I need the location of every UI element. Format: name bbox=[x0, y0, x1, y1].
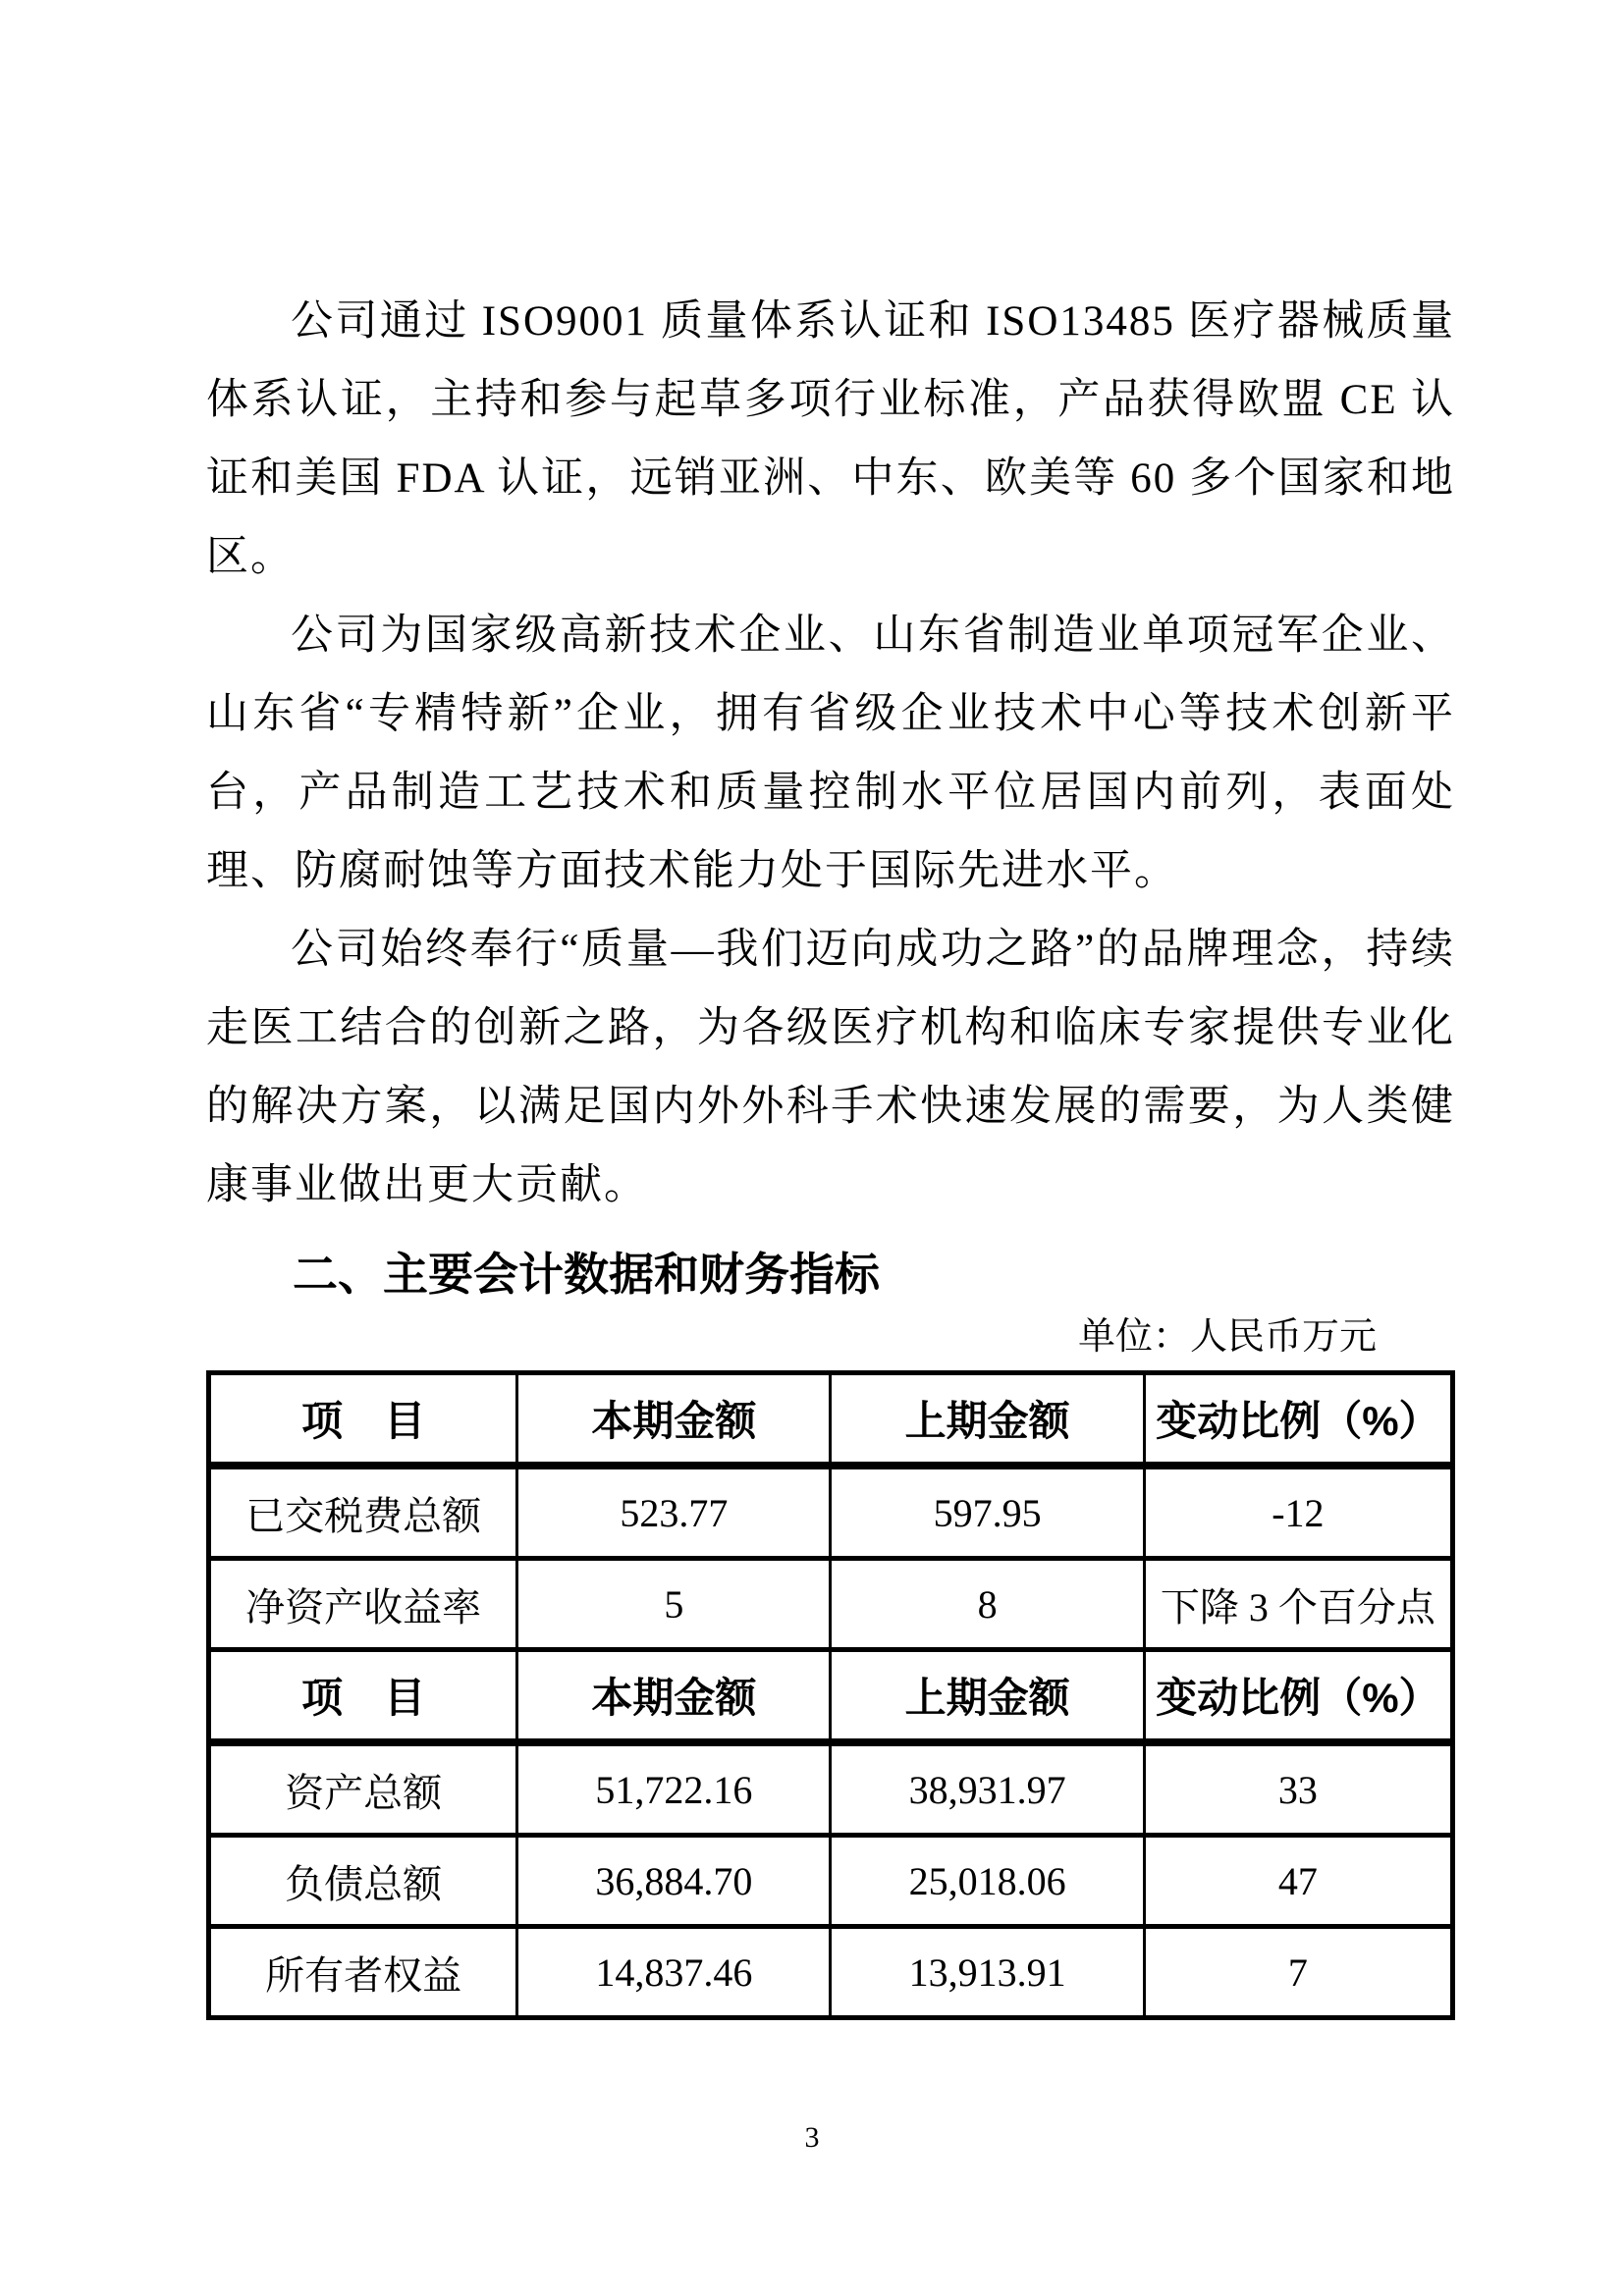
table-unit-note: 单位：人民币万元 bbox=[1077, 1316, 1377, 1358]
cell-change-value: 33 bbox=[1144, 1742, 1452, 1836]
header-cell-current-amount: 本期金额 bbox=[517, 1373, 831, 1467]
cell-change-value: -12 bbox=[1144, 1466, 1452, 1559]
body-text-block bbox=[206, 283, 1455, 1225]
header-cell-item: 项 目 bbox=[209, 1373, 517, 1467]
paragraph-brand-philosophy: 公司始终奉行“质量—我们迈向成功之路”的品牌理念，持续走医工结合的创新之路，为各级医疗机构和临床专家提供专业化的解决方案，以满足国内外外科手术快速发展的需要，为人类健康事业做出更大贡献。 bbox=[206, 927, 1455, 1208]
section-heading-financial-indicators: 二、主要会计数据和财务指标 bbox=[293, 1249, 880, 1300]
cell-change-value: 7 bbox=[1144, 1927, 1452, 2018]
table-row-owners-equity bbox=[209, 1927, 1453, 2018]
cell-prior-value: 597.95 bbox=[831, 1466, 1144, 1559]
cell-prior-value: 25,018.06 bbox=[831, 1836, 1144, 1927]
cell-current-value: 36,884.70 bbox=[517, 1836, 831, 1927]
cell-item-label: 所有者权益 bbox=[209, 1927, 517, 2018]
cell-prior-value: 8 bbox=[831, 1559, 1144, 1650]
table-header-row-2 bbox=[209, 1650, 1453, 1743]
financial-indicators-table bbox=[206, 1370, 1455, 2020]
header-cell-change-ratio: 变动比例（%） bbox=[1144, 1373, 1452, 1467]
cell-item-label: 已交税费总额 bbox=[209, 1466, 517, 1559]
page-content bbox=[206, 283, 1455, 2020]
cell-item-label: 负债总额 bbox=[209, 1836, 517, 1927]
paragraph-certifications: 公司通过 ISO9001 质量体系认证和 ISO13485 医疗器械质量体系认证，主持和参与起草多项行业标准，产品获得欧盟 CE 认证和美国 FDA 认证，远销亚洲、中东、欧美等 60 多个国家和地区。 bbox=[206, 298, 1455, 580]
table-header-row-1 bbox=[209, 1373, 1453, 1467]
cell-change-value: 下降 3 个百分点 bbox=[1144, 1559, 1452, 1650]
cell-item-label: 资产总额 bbox=[209, 1742, 517, 1836]
table-row-total-liabilities bbox=[209, 1836, 1453, 1927]
cell-current-value: 523.77 bbox=[517, 1466, 831, 1559]
table-row-taxes-paid bbox=[209, 1466, 1453, 1559]
cell-current-value: 14,837.46 bbox=[517, 1927, 831, 2018]
cell-item-label: 净资产收益率 bbox=[209, 1559, 517, 1650]
page-number: 3 bbox=[804, 2121, 820, 2154]
table-row-total-assets bbox=[209, 1742, 1453, 1836]
header-cell-current-amount: 本期金额 bbox=[517, 1650, 831, 1743]
header-cell-item: 项 目 bbox=[209, 1650, 517, 1743]
header-cell-prior-amount: 上期金额 bbox=[831, 1650, 1144, 1743]
cell-current-value: 51,722.16 bbox=[517, 1742, 831, 1836]
cell-current-value: 5 bbox=[517, 1559, 831, 1650]
cell-prior-value: 13,913.91 bbox=[831, 1927, 1144, 2018]
header-cell-change-ratio: 变动比例（%） bbox=[1144, 1650, 1452, 1743]
table-row-return-on-equity bbox=[209, 1559, 1453, 1650]
cell-change-value: 47 bbox=[1144, 1836, 1452, 1927]
header-cell-prior-amount: 上期金额 bbox=[831, 1373, 1144, 1467]
paragraph-enterprise-honors: 公司为国家级高新技术企业、山东省制造业单项冠军企业、山东省“专精特新”企业，拥有省级企业技术中心等技术创新平台，产品制造工艺技术和质量控制水平位居国内前列，表面处理、防腐耐蚀等方面技术能力处于国际先进水平。 bbox=[206, 613, 1455, 894]
cell-prior-value: 38,931.97 bbox=[831, 1742, 1144, 1836]
